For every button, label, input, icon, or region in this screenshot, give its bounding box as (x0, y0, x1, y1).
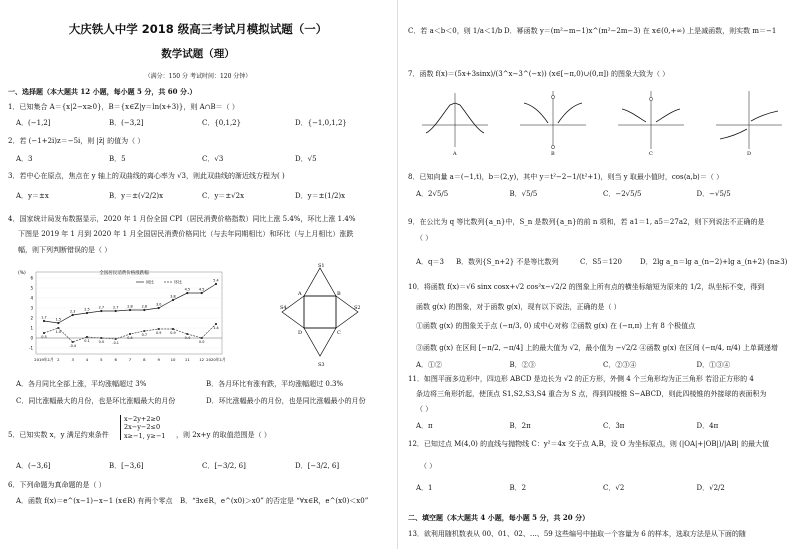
question-2-options (8, 155, 388, 164)
question-4-line-1: 4．国家统计局发布数据显示，2020 年 1 月份全国 CPI（居民消费价格指数）同比上涨 5.4%，环比上涨 1.4% (8, 215, 356, 223)
data-point (129, 309, 131, 311)
option-c: C．[−3/2, 6] (202, 462, 246, 470)
question-1: 1．已知集合 A＝{x|2−x≥0}，B＝{x∈Z|y＝ln(x+3)}，则 A∩B＝（ ） (8, 103, 239, 111)
question-9-line-1: 9．在公比为 q 等比数列{a_n}中，S_n 是数列{a_n}的前 n 项和，若 a1＝1, a5＝27a2，则下列说法不正确的是 (408, 218, 765, 226)
data-label: 0.9 (170, 331, 176, 335)
option-a: A．(−1,2] (16, 119, 51, 127)
data-label: 3.8 (170, 294, 176, 299)
option-a: A．π (416, 422, 433, 430)
chart-title: 全国居民消费价格涨跌幅 (99, 271, 149, 276)
question-9-option-b: B．数列{S_n+2} 不是等比数列 (456, 258, 559, 266)
triangle-right (336, 296, 358, 328)
y-tick-label: 6 (30, 275, 33, 281)
question-4-option-a: A．各月同比全部上涨，平均涨幅超过 3% (16, 380, 147, 388)
y-tick-label: 0 (30, 335, 33, 341)
constraint-3: x≥−1, y≥−1 (124, 431, 166, 440)
exam-meta: （满分：150 分 考试时间：120 分钟） (144, 73, 252, 80)
data-label: 0.7 (141, 333, 148, 337)
x-tick-label: 5 (100, 357, 103, 362)
chart-legend (136, 279, 182, 285)
data-label: 0.0 (198, 340, 205, 344)
option-b: B．√5/5 (509, 190, 538, 198)
graph-label-a: A (453, 151, 457, 157)
data-label: 1.4 (213, 326, 219, 330)
option-d: D．4π (696, 422, 719, 430)
data-label: 5.4 (213, 278, 219, 283)
option-d: D．①③④ (696, 361, 731, 369)
graph-label-c: C (649, 151, 653, 157)
option-a: A．1 (416, 484, 433, 492)
data-label: 2.5 (84, 307, 90, 312)
label-s4: S4 (280, 305, 287, 311)
data-label: 1.5 (55, 317, 62, 322)
constraint-1: x−2y+2≥0 (124, 415, 161, 423)
option-b: B．5 (109, 155, 126, 163)
option-c: C．{0,1,2} (202, 119, 242, 127)
chart-ylabel: (%) (18, 271, 26, 276)
option-d: D．√2/2 (696, 484, 725, 492)
question-6-option-a: A．函数 f(x)＝e^(x−1)−x−1 (x∈R) 有两个零点 (16, 497, 173, 505)
label-s2: S2 (354, 305, 360, 311)
question-6-option-b: B．“∃x∈R，e^(x0)＞x0” 的否定是 “∀x∈R，e^(x0)＜x0” (180, 497, 369, 505)
data-point (215, 323, 217, 325)
question-2: 2．若 (−1+2i)z＝−5i，则 |z̄| 的值为（ ） (8, 137, 145, 145)
x-tick-label: 3 (71, 357, 74, 362)
question-10-line-2: 函数 g(x) 的图象，对于函数 g(x)，现有以下说法，正确的是（ ） (416, 303, 621, 311)
option-c: C．3π (603, 422, 625, 430)
question-4-option-c: C．同比涨幅最大的月份，也是环比涨幅最大的月份 (16, 397, 176, 405)
exam-subtitle: 数学试题（理） (161, 48, 235, 60)
graph-a-svg (420, 89, 490, 157)
data-point (86, 312, 88, 314)
option-c: C．y＝±√2x (202, 192, 245, 200)
option-a: A．①② (416, 361, 443, 369)
data-point (72, 314, 74, 316)
section-heading-choice: 一、选择题（本大题共 12 小题，每小题 5 分，共 60 分.） (8, 88, 197, 96)
option-b: B．[−3,6] (109, 462, 144, 470)
legend-label: 同比 (146, 279, 154, 285)
question-3-options (8, 192, 388, 201)
y-tick-label: 4 (30, 295, 33, 301)
option-c: C．√3 (202, 155, 224, 163)
column-divider (397, 0, 398, 549)
right-column (408, 0, 790, 549)
option-c: C．√2 (603, 484, 625, 492)
question-7-graphs (420, 89, 788, 159)
y-tick-label: 5 (30, 285, 33, 291)
question-5-options (8, 462, 388, 471)
graph-b-svg (518, 89, 588, 157)
option-d: D．−√5/5 (696, 190, 731, 198)
data-label: 0.0 (98, 340, 105, 344)
x-tick-label: 2 (57, 357, 60, 362)
graph-label-b: B (551, 151, 555, 157)
graph-c-svg (616, 89, 686, 157)
graph-label-d: D (747, 151, 752, 157)
label-s3: S3 (318, 362, 325, 368)
pyramid-net-svg (280, 262, 360, 370)
data-point (172, 299, 174, 301)
question-4-option-b: B．各月环比有涨有跌，平均涨幅超过 0.3% (206, 380, 344, 388)
data-label: 2.8 (141, 304, 148, 309)
x-tick-label: 2019年1月 (34, 357, 54, 362)
question-9-option-d: D．2lg a_n＝lg a_(n−2)+lg a_(n+2) (n≥3) (640, 258, 788, 266)
data-point (43, 332, 45, 334)
option-d: D．[−3/2, 6] (295, 462, 340, 470)
graph-option-d (714, 89, 784, 157)
data-point (43, 320, 45, 322)
question-1-options (8, 119, 388, 128)
question-13: 13．欲利用随机数表从 00、01、02、…、59 这些编号中抽取一个容量为 6 的样本，选取方法是从下面的随 (408, 530, 746, 538)
question-12-options (408, 484, 790, 493)
data-label: 0.1 (84, 339, 90, 343)
data-label: 1.7 (41, 315, 47, 320)
question-4-line-3: 幅，则下列判断错误的是（ ） (18, 246, 112, 254)
graph-option-a (420, 89, 490, 157)
question-8-options (408, 190, 790, 199)
data-point (129, 333, 131, 335)
data-label: 4.5 (184, 287, 191, 292)
data-point (100, 310, 102, 312)
data-point (100, 337, 102, 339)
question-6: 6．下列命题为真命题的是（ ） (8, 481, 106, 489)
question-5-text: 5．已知实数 x，y 满足约束条件 (8, 431, 109, 439)
triangle-left (282, 296, 304, 328)
data-point (201, 337, 203, 339)
question-10-line-3: ①函数 g(x) 的图象关于点 (−π/3, 0) 成中心对称 ②函数 g(x) 在 (−π,π) 上有 8 个极值点 (416, 322, 696, 330)
option-a: A．2√5/5 (416, 190, 449, 198)
data-label: 4.5 (198, 287, 205, 292)
question-6-option-c: C．若 a＜b＜0，则 1/a＜1/b (408, 27, 503, 35)
data-label: 2.7 (112, 305, 119, 310)
data-label: -0.4 (69, 344, 76, 348)
data-point (186, 333, 188, 335)
y-tick-label: 1 (30, 325, 33, 331)
data-label: 2.3 (69, 309, 76, 314)
data-point (186, 292, 188, 294)
label-d: D (298, 330, 303, 336)
question-11-line-1: 11．如图平面多边形中，四边形 ABCD 是边长为 √2 的正方形，外侧 4 个三角形均为正三角形 若沿正方形的 4 (408, 375, 754, 383)
chart-frame (36, 272, 222, 354)
cpi-chart (16, 268, 226, 366)
exam-title: 大庆铁人中学 2018 级高三考试月模拟试题（一） (68, 22, 328, 36)
question-8: 8．已知向量 a＝(−1,t)，b＝(2,y)，其中 y＝t²−2−1/(t²+1)，则当 y 取最小值时，cos⟨a,b⟩＝（ ） (408, 173, 724, 181)
data-point (215, 283, 217, 285)
cpi-chart-svg (16, 268, 226, 366)
data-label: 0.5 (41, 335, 47, 339)
graph-option-c (616, 89, 686, 157)
question-9-line-2: （ ） (416, 234, 433, 242)
question-12-line-2: （ ） (420, 462, 437, 470)
data-label: -0.1 (112, 341, 119, 345)
data-label: 2.7 (98, 305, 105, 310)
question-4-line-2: 下图是 2019 年 1 月到 2020 年 1 月全国居民消费价格同比（与去年同期相比）和环比（与上月相比）涨跌 (18, 230, 354, 238)
data-label: 0.4 (184, 336, 191, 340)
question-10-line-4: ③函数 g(x) 在区间 [−π/2, −π/4] 上的最大值为 √2，最小值为 −√2/2 ④函数 g(x) 在区间 (−π/4, π/4) 上单调递增 (416, 344, 778, 352)
triangle-top (304, 268, 336, 296)
x-tick-label: 9 (157, 357, 160, 362)
label-s1: S1 (318, 263, 325, 269)
option-c: C．②③④ (603, 361, 637, 369)
graph-option-b (518, 89, 588, 157)
option-d: D．√5 (295, 155, 317, 163)
x-tick-label: 8 (143, 357, 146, 362)
data-point (57, 322, 59, 324)
x-tick-label: 12 (199, 357, 205, 362)
data-point (143, 309, 145, 311)
data-point (115, 310, 117, 312)
data-label: 2.8 (127, 304, 133, 309)
question-11-line-2: 条边将三角形折起，使顶点 S1,S2,S3,S4 重合为 S 点，得到四棱锥 S−ABCD，则此四棱锥的外接球的表面积为 (416, 390, 767, 398)
label-a: A (298, 291, 302, 297)
section-heading-fill: 二、填空题（本大题共 4 小题，每小题 5 分，共 20 分） (408, 514, 590, 522)
option-d: D．{−1,0,1,2} (295, 119, 347, 127)
legend-label: 环比 (174, 279, 182, 285)
series-line-0 (44, 284, 216, 323)
option-a: A．y＝±x (16, 192, 49, 200)
question-11-line-3: （ ） (416, 405, 433, 413)
data-label: 1.0 (55, 330, 62, 334)
chart-marks (29, 276, 226, 363)
option-b: B．y＝±(√2/2)x (109, 192, 164, 200)
x-tick-label: 11 (184, 357, 190, 362)
question-11-options (408, 422, 790, 431)
question-12-line-1: 12．已知过点 M(4,0) 的直线与抛物线 C：y²＝4x 交于点 A,B，设 O 为坐标原点，则 (|OA|+|OB|)/|AB| 的最大值 (408, 440, 770, 448)
constraint-system (120, 415, 166, 440)
question-9-option-c: C．S5＝120 (580, 258, 622, 266)
data-point (201, 292, 203, 294)
graph-d-svg (714, 89, 784, 157)
data-point (115, 338, 117, 340)
data-point (86, 336, 88, 338)
question-7: 7．函数 f(x)＝(5x+3sinx)/(3^x−3^(−x)) (x∈[−π,0)∪(0,π]) 的图象大致为（ ） (408, 70, 670, 78)
option-d: D．y＝±(1/2)x (295, 192, 346, 200)
y-tick-label: -1 (29, 345, 33, 351)
option-b: B．2π (509, 422, 531, 430)
label-b: B (337, 291, 341, 297)
x-tick-label: 10 (170, 357, 176, 362)
label-c: C (337, 330, 341, 336)
option-a: A．(−3,6] (16, 462, 51, 470)
x-tick-label: 2020年1月 (206, 357, 226, 362)
triangle-bottom (304, 328, 336, 356)
question-10-options (408, 361, 790, 370)
option-b: B．②③ (509, 361, 536, 369)
y-tick-label: 2 (30, 315, 33, 321)
constraint-2: 2x−y−2≤0 (124, 423, 161, 432)
question-4-option-d: D．环比涨幅最小的月份，也是同比涨幅最小的月份 (206, 397, 366, 405)
x-tick-label: 4 (85, 357, 89, 362)
y-tick-label: 3 (30, 305, 33, 311)
data-label: 3.0 (155, 302, 162, 307)
question-6-option-d: D．幂函数 y＝(m²−m−1)x^(m²−2m−3) 在 x∈(0,+∞) 上是减函数，则实数 m＝−1 (504, 27, 777, 35)
option-b: B．(−3,2] (109, 119, 144, 127)
data-point (158, 307, 160, 309)
data-point (72, 341, 74, 343)
option-a: A．3 (16, 155, 33, 163)
left-column (8, 0, 388, 549)
x-tick-label: 6 (114, 357, 117, 362)
question-3: 3．若中心在原点，焦点在 y 轴上的双曲线的离心率为 √3，则此双曲线的渐近线方程为( ) (8, 172, 285, 180)
data-label: 0.9 (155, 331, 162, 335)
x-tick-label: 7 (128, 357, 132, 362)
data-point (143, 330, 145, 332)
question-9-option-a: A．q＝3 (416, 258, 444, 266)
data-label: 0.4 (127, 336, 133, 340)
data-point (172, 328, 174, 330)
question-5-tail: ，则 2x+y 的取值范围是（ ） (176, 431, 271, 439)
data-point (57, 327, 59, 329)
option-c: C．−2√5/5 (603, 190, 642, 198)
data-point (158, 328, 160, 330)
square-abcd (304, 296, 336, 328)
pyramid-net-figure (280, 262, 360, 370)
question-10-line-1: 10．将函数 f(x)＝√6 sinx cosx+√2 cos²x−√2/2 的图象上所有点的横坐标缩短为原来的 1/2，纵坐标不变，得到 (408, 283, 765, 291)
option-b: B．2 (509, 484, 527, 492)
